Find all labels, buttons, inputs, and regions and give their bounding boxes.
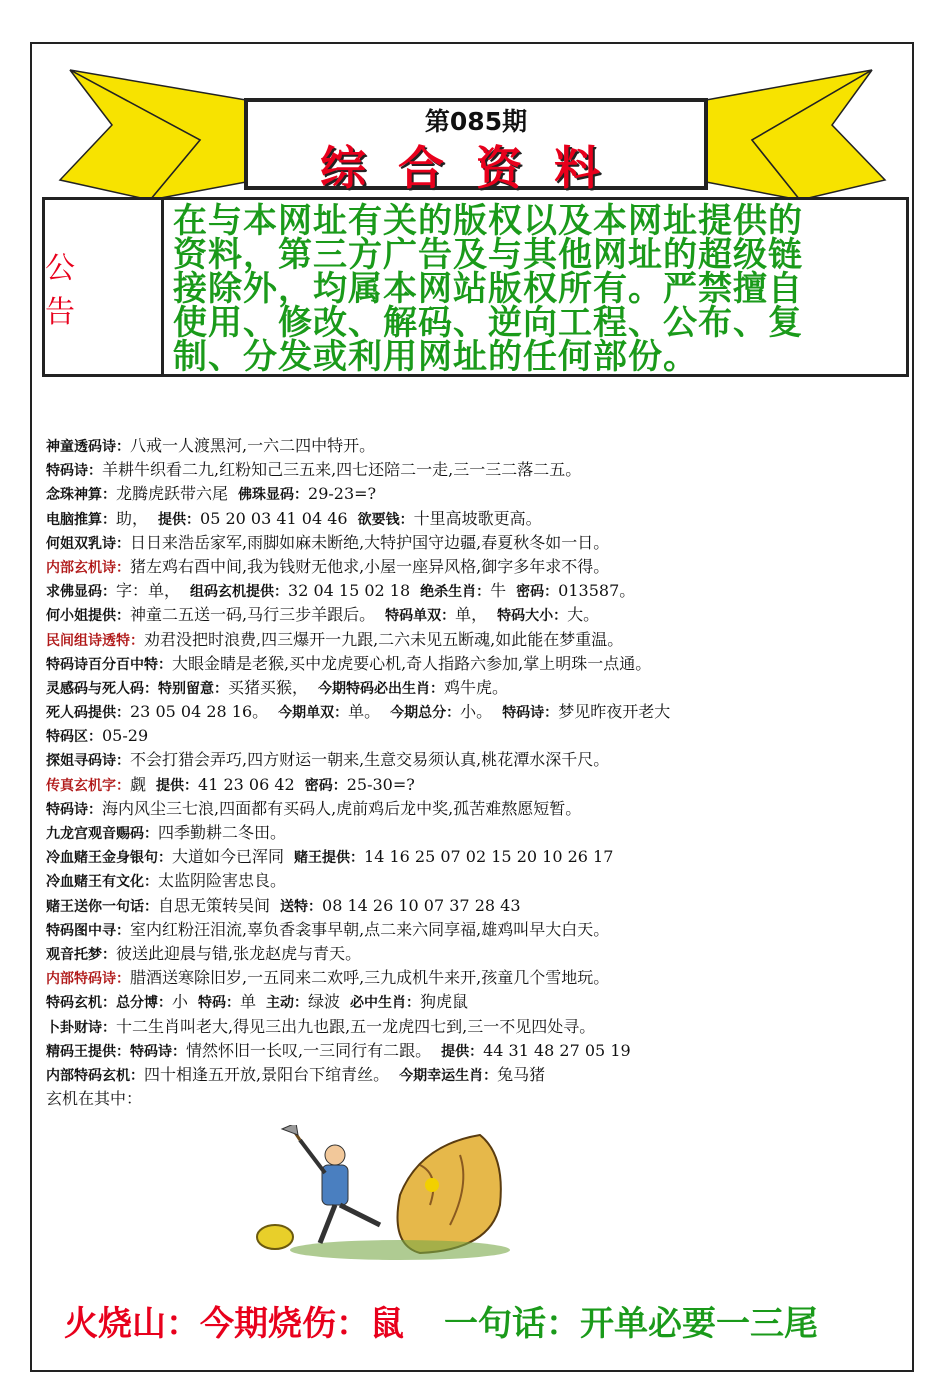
info-value: 23 05 04 28 16。: [130, 702, 269, 722]
info-key: 传真玄机字：: [46, 777, 130, 794]
info-value: 05-29: [102, 726, 149, 746]
info-line: [46, 990, 906, 1014]
info-value: 十二生肖叫老大,得见三出九也跟,五一龙虎四七到,三一不见四处寻。: [116, 1016, 596, 1036]
info-value: 室内红粉汪泪流,辜负香衾事早朝,点二来六同享福,雄鸡叫早大白天。: [130, 919, 610, 939]
footer-label: 火烧山：: [64, 1304, 200, 1344]
info-key: 特码诗：: [130, 1043, 186, 1060]
info-key: 特码大小：: [497, 608, 568, 625]
info-line: [46, 1087, 906, 1111]
info-value: 鸡牛虎。: [444, 677, 509, 697]
info-key: 灵感码与死人码：: [46, 680, 158, 697]
info-value: 牛: [490, 581, 507, 601]
info-key: 内部特码诗：: [46, 971, 130, 988]
info-line: [46, 652, 906, 676]
info-value: 猪左鸡右酉中间,我为钱财无他求,小屋一座异风格,御字多年求不得。: [130, 556, 610, 576]
info-value: 梦见昨夜开老大: [558, 702, 671, 722]
info-value: 大。: [567, 605, 600, 625]
info-key: 特码单双：: [385, 608, 456, 625]
info-line: [46, 748, 906, 772]
info-value: 大道如今已浑同: [172, 847, 285, 867]
info-value: 龙腾虎跃带六尾: [116, 484, 229, 504]
info-key: 组码玄机提供：: [190, 584, 289, 601]
page-title: 综合资料: [320, 141, 632, 195]
woodcutter-illustration: [250, 1125, 510, 1265]
info-key: 冷血赌王有文化：: [46, 874, 158, 891]
info-line: [46, 1039, 906, 1063]
info-value: 44 31 48 27 05 19: [483, 1040, 631, 1060]
footer-phrase: 一句话：开单必要一三尾: [444, 1304, 818, 1344]
notice-text: [173, 201, 901, 377]
info-key: 今期单双：: [278, 705, 349, 722]
info-key: 电脑推算：: [46, 511, 116, 528]
info-key: 主动：: [266, 995, 309, 1012]
info-key: 特码区：: [46, 729, 102, 746]
info-value: 05 20 03 41 04 46: [200, 508, 348, 528]
info-value: 绿波: [308, 992, 341, 1012]
info-value: 腊酒送寒除旧岁,一五同来二欢呼,三九成机牛来开,孩童几个雪地玩。: [130, 968, 610, 988]
info-value: 劝君没把时浪费,四三爆开一九跟,二六未见五断魂,如此能在梦重温。: [144, 629, 624, 649]
info-value: 大眼金睛是老猴,买中龙虎要心机,奇人指路六参加,掌上明珠一点通。: [172, 653, 652, 673]
info-key: 特码诗：: [502, 705, 559, 722]
info-value: 情然怀旧一长叹,一三同行有二跟。: [186, 1040, 432, 1060]
info-key: 何姐双乳诗：: [46, 535, 130, 552]
info-line: [46, 458, 906, 482]
info-value: 41 23 06 42: [198, 774, 295, 794]
info-key: 特码玄机：: [46, 995, 116, 1012]
info-lines: [46, 434, 906, 1111]
info-value: 玄机在其中：: [46, 1089, 143, 1109]
info-key: 念珠神算：: [46, 487, 116, 504]
info-key: 密码：: [516, 584, 559, 601]
info-value: 买猪买猴，: [228, 677, 309, 697]
info-key: 提供：: [156, 777, 199, 794]
info-value: 单，: [455, 605, 488, 625]
info-key: 卜卦财诗：: [46, 1019, 116, 1036]
info-line: [46, 482, 906, 506]
info-value: 单: [240, 992, 257, 1012]
info-key: 探姐寻码诗：: [46, 753, 130, 770]
info-key: 内部玄机诗：: [46, 559, 130, 576]
info-value: 08 14 26 10 07 37 28 43: [322, 895, 521, 915]
info-key: 提供：: [158, 511, 201, 528]
info-value: 小: [172, 992, 189, 1012]
footer-line: [64, 1296, 818, 1345]
info-key: 特码：: [198, 995, 241, 1012]
info-key: 民间组诗透特：: [46, 632, 144, 649]
info-value: 字：单，: [116, 581, 181, 601]
info-key: 提供：: [441, 1043, 484, 1060]
info-line: [46, 434, 906, 458]
info-key: 今期幸运生肖：: [399, 1067, 498, 1084]
info-line: [46, 603, 906, 627]
info-value: 狗虎鼠: [420, 992, 469, 1012]
info-key: 特码图中寻：: [46, 922, 130, 939]
info-key: 冷血赌王金身银句：: [46, 850, 172, 867]
notice-line: 接除外，均属本网站版权所有。严禁擅自: [173, 269, 803, 309]
info-key: 求佛显码：: [46, 584, 116, 601]
info-value: 神童二五送一码,马行三步羊跟后。: [130, 605, 376, 625]
info-line: [46, 942, 906, 966]
info-line: [46, 918, 906, 942]
info-line: [46, 628, 906, 652]
info-key: 九龙宫观音赐码：: [46, 826, 158, 842]
notice-line: 使用、修改、解码、逆向工程、公布、复: [173, 303, 803, 343]
info-key: 内部特码玄机：: [46, 1067, 144, 1084]
info-line: [46, 579, 906, 603]
info-value: 四季勤耕二冬田。: [158, 823, 287, 842]
info-line: [46, 797, 906, 821]
info-key: 绝杀生肖：: [420, 584, 491, 601]
info-line: [46, 773, 906, 797]
info-key: 赌王提供：: [294, 850, 365, 867]
info-key: 今期特码必出生肖：: [318, 680, 445, 697]
info-value: 小。: [460, 702, 493, 722]
title-box: [244, 98, 708, 195]
notice-label: 公告: [45, 200, 164, 374]
info-key: 特码诗：: [46, 801, 102, 818]
info-value: 十里高坡歌更高。: [413, 508, 542, 528]
info-key: 特别留意：: [158, 680, 228, 697]
info-value: 彼送此迎晨与错,张龙赵虎与青天。: [116, 943, 362, 963]
info-line: [46, 507, 906, 531]
info-line: [46, 1015, 906, 1039]
info-value: 日日来浩岳家军,雨脚如麻未断绝,大特护国守边疆,春夏秋冬如一日。: [130, 532, 610, 552]
info-line: [46, 845, 906, 869]
info-key: 密码：: [304, 777, 347, 794]
info-value: 自思无策转吴间: [158, 895, 271, 915]
info-value: 太监阴险害忠良。: [158, 871, 287, 891]
info-line: [46, 555, 906, 579]
info-key: 欲要钱：: [357, 511, 414, 528]
info-line: [46, 966, 906, 990]
info-key: 观音托梦：: [46, 946, 116, 963]
info-value: 013587。: [558, 581, 636, 601]
notice-box: [42, 197, 909, 377]
info-line: [46, 894, 906, 918]
issue-number: 第085期: [424, 107, 528, 136]
info-line: [46, 869, 906, 893]
info-key: 特码诗百分百中特：: [46, 656, 172, 673]
info-value: 羊耕牛织看二九,红粉知己三五来,四七还陪二一走,三一三二落二五。: [102, 460, 582, 480]
info-value: 觑: [130, 774, 147, 794]
info-key: 何小姐提供：: [46, 608, 130, 625]
info-value: 29-23=?: [308, 484, 377, 504]
info-value: 14 16 25 07 02 15 20 10 26 17: [364, 847, 614, 867]
info-value: 25-30=?: [346, 774, 415, 794]
info-key: 死人码提供：: [46, 705, 130, 722]
info-key: 精码王提供：: [46, 1043, 130, 1060]
info-line: [46, 1063, 906, 1087]
info-key: 必中生肖：: [350, 995, 421, 1012]
info-key: 总分博：: [116, 995, 172, 1012]
info-line: [46, 700, 906, 724]
info-key: 神童透码诗：: [46, 439, 130, 455]
info-line: [46, 821, 906, 845]
info-value: 助，: [116, 508, 149, 528]
info-line: [46, 724, 906, 748]
info-value: 不会打猎会弄巧,四方财运一朝来,生意交易须认真,桃花潭水深千尺。: [130, 750, 610, 770]
notice-line: 制、分发或利用网址的任何部份。: [173, 337, 698, 377]
info-value: 八戒一人渡黑河,一六二四中特开。: [130, 436, 376, 455]
footer-burn: 今期烧伤：鼠: [200, 1304, 404, 1344]
info-key: 特码诗：: [46, 463, 102, 480]
info-key: 今期总分：: [390, 705, 461, 722]
info-line: [46, 676, 906, 700]
info-value: 32 04 15 02 18: [288, 581, 411, 601]
info-value: 四十相逢五开放,景阳台下绾青丝。: [144, 1064, 390, 1084]
notice-line: 在与本网址有关的版权以及本网址提供的: [173, 201, 803, 241]
info-key: 赌王送你一句话：: [46, 898, 158, 915]
info-value: 海内风尘三七浪,四面都有买码人,虎前鸡后龙中奖,孤苦难熬愿短暂。: [102, 798, 582, 818]
info-key: 送特：: [280, 898, 323, 915]
notice-line: 资料，第三方广告及与其他网址的超级链: [173, 235, 803, 275]
info-line: [46, 531, 906, 555]
info-value: 单。: [348, 702, 381, 722]
info-key: 佛珠显码：: [238, 487, 309, 504]
info-value: 兔马猪: [497, 1064, 546, 1084]
